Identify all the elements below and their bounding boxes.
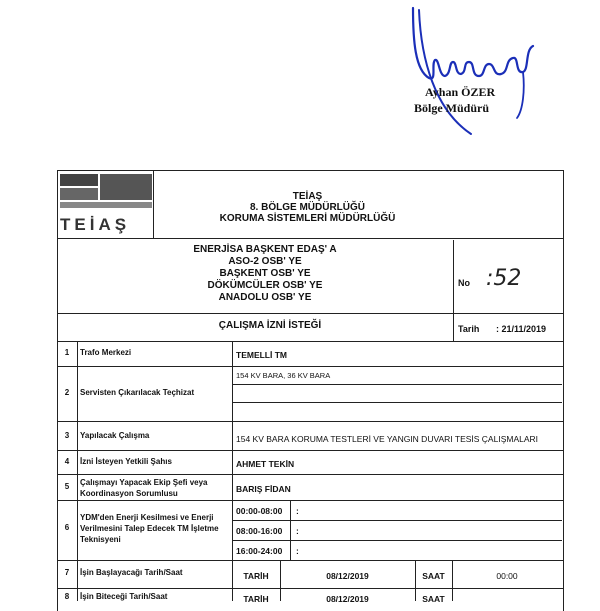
signer-title: Bölge Müdürü <box>414 101 490 115</box>
recipient-2: ASO-2 OSB' YE <box>228 256 302 267</box>
row-6-label-line-2: Verilmesini Talep Edecek TM İşletme <box>80 524 219 533</box>
row-3-number: 3 <box>64 431 70 440</box>
row-5-number: 5 <box>64 482 70 491</box>
recipient-3: BAŞKENT OSB' YE <box>219 268 311 279</box>
org-line-2: 8. BÖLGE MÜDÜRLÜĞÜ <box>250 202 365 213</box>
row-2-label: Servisten Çıkarılacak Teçhizat <box>80 388 195 397</box>
row-7-time-value: 00:00 <box>496 571 518 581</box>
row-8-number: 8 <box>64 592 70 601</box>
row-6-slot-3-sep: : <box>296 546 299 556</box>
row-8-label: İşin Biteceği Tarih/Saat <box>80 592 168 601</box>
recipient-1: ENERJİSA BAŞKENT EDAŞ' A <box>193 244 337 255</box>
row-5-label-line-2: Koordinasyon Sorumlusu <box>80 489 178 498</box>
row-1-value: TEMELLİ TM <box>236 350 287 360</box>
recipient-5: ANADOLU OSB' YE <box>218 292 312 303</box>
number-value: :52 <box>486 266 522 291</box>
row-6-number: 6 <box>64 523 70 532</box>
row-4-value: AHMET TEKİN <box>236 459 295 469</box>
org-line-1: TEİAŞ <box>292 191 323 202</box>
row-7-date-value: 08/12/2019 <box>326 571 369 581</box>
row-8-date-value: 08/12/2019 <box>326 594 369 604</box>
row-3-label: Yapılacak Çalışma <box>80 431 150 440</box>
row-2-value: 154 KV BARA, 36 KV BARA <box>236 371 331 380</box>
row-8-date-label: TARİH <box>243 594 269 604</box>
row-6-slot-2-sep: : <box>296 526 299 536</box>
row-7-label: İşin Başlayacağı Tarih/Saat <box>80 568 183 577</box>
row-8-time-label: SAAT <box>422 594 445 604</box>
row-6-slot-2: 08:00-16:00 <box>236 526 283 536</box>
number-label: No <box>458 278 470 288</box>
org-line-3: KORUMA SİSTEMLERİ MÜDÜRLÜĞÜ <box>219 213 396 224</box>
date-label: Tarih <box>458 324 480 334</box>
signature-image <box>405 0 565 140</box>
row-7-number: 7 <box>64 568 70 577</box>
row-4-label: İzni İsteyen Yetkili Şahıs <box>80 457 172 466</box>
recipient-4: DÖKÜMCÜLER OSB' YE <box>207 280 323 291</box>
logo-wordmark: TEİAŞ <box>60 215 131 234</box>
row-6-label-line-3: Teknisyeni <box>80 535 121 544</box>
row-6-slot-3: 16:00-24:00 <box>236 546 283 556</box>
row-1-label: Trafo Merkezi <box>80 348 132 357</box>
row-4-number: 4 <box>64 457 70 466</box>
signer-name: Ayhan ÖZER <box>425 85 496 99</box>
row-6-label-line-1: YDM'den Enerji Kesilmesi ve Enerji <box>80 513 214 522</box>
row-1-number: 1 <box>64 348 70 357</box>
row-5-label-line-1: Çalışmayı Yapacak Ekip Şefi veya <box>80 478 208 487</box>
row-7-date-label: TARİH <box>243 571 269 581</box>
row-6-slot-1-sep: : <box>296 506 299 516</box>
row-6-slot-1: 00:00-08:00 <box>236 506 283 516</box>
date-value: : 21/11/2019 <box>496 324 547 334</box>
form-title: ÇALIŞMA İZNİ İSTEĞİ <box>218 320 322 331</box>
row-3-value: 154 KV BARA KORUMA TESTLERİ VE YANGIN DUVARI TESİS ÇALIŞMALARI <box>236 434 539 444</box>
row-7-time-label: SAAT <box>422 571 445 581</box>
row-2-number: 2 <box>64 388 70 397</box>
row-5-value: BARIŞ FİDAN <box>236 484 291 494</box>
